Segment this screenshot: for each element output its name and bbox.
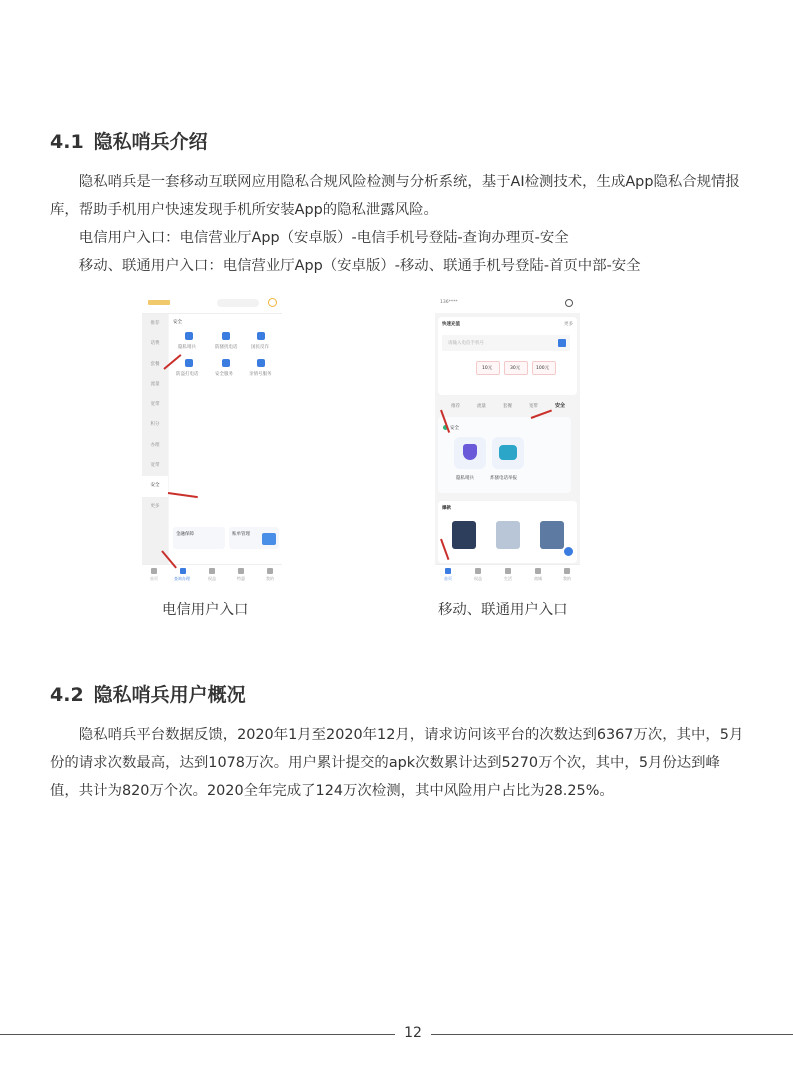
tab-icon [151,568,157,574]
tab-label: 权益 [208,576,216,581]
tab-icon [209,568,215,574]
phone-icon [222,332,230,340]
banner-left-label: 金融保障 [176,532,194,537]
headset-icon [268,298,277,307]
more-link: 更多 [564,322,573,327]
document-icon [222,359,230,367]
shield-icon [257,332,265,340]
product-image [452,521,476,549]
price-label: 30元 [510,366,521,371]
right-figure-caption: 移动、联通用户入口 [438,602,568,618]
banner-right [229,527,279,549]
tab-icon [445,568,451,574]
settings-icon [565,299,573,307]
overview-paragraph: 隐私哨兵平台数据反馈，2020年1月至2020年12月，请求访问该平台的次数达到6367万次，其中，5月份的请求次数最高，达到1078万次。用户累计提交的apk次数累计达到5270万个次，其中，5月份达到峰值，共计为820万个次。2020全年完成了124万次检测，其中风险用户占比为28.25%。 [50,727,744,799]
side-menu-item: 推荐 [150,321,160,326]
category-tabs [435,399,580,413]
shield-icon [463,444,477,460]
side-menu-item: 话费 [150,341,160,347]
telecom-entry-text: 电信用户入口：电信营业厅App（安卓版）-电信手机号登陆-查询办理页-安全 [78,230,569,246]
privacy-icon [185,332,193,340]
tab-icon [475,568,481,574]
side-menu-item: 流量 [150,381,160,387]
grid-label: 隐私哨兵 [178,345,196,350]
price-option [476,361,500,375]
tab-label: 权益 [474,576,482,581]
search-box [217,299,259,307]
tab-label: 我的 [266,576,274,581]
tab-label: 商城 [534,576,542,581]
banner-right-label: 账单管理 [232,532,250,537]
price-option [532,361,556,375]
phone-top-bar [435,293,580,313]
section-heading-4-2 [50,680,246,707]
profile-float-icon [564,547,573,556]
tab-icon [267,568,273,574]
home-icon [185,359,193,367]
tab-icon [535,568,541,574]
tab-icon [238,568,244,574]
section-title: 隐私哨兵用户概况 [93,684,246,706]
side-menu-item: 宽带 [150,463,160,469]
tab-label: 特惠 [237,576,245,581]
mobile-entry-text: 移动、联通用户入口：电信营业厅App（安卓版）-移动、联通手机号登陆-首页中部-安全 [78,258,641,274]
tab-icon [505,568,511,574]
phone-report-icon [492,437,524,469]
price-label: 10元 [482,366,493,371]
tab-label: 首页 [444,576,452,581]
input-placeholder: 请输入电信手机号 [448,341,484,346]
price-option [504,361,528,375]
tab-icon [180,568,186,574]
category-tab-selected: 安全 [555,403,566,409]
app-logo [148,300,170,305]
phone-number: 136**** [440,300,458,305]
telephone-icon [499,445,517,460]
category-tab: 流量 [477,404,486,409]
page-number: 12 [404,1025,422,1041]
side-menu [142,314,168,564]
phone-input [442,335,570,351]
bottom-tab-bar [142,564,282,583]
hot-products-card [438,501,577,563]
grid-label: 防骚扰电话 [215,345,238,350]
section-title: 隐私哨兵介绍 [93,131,208,153]
grid-label: 国民反诈 [251,345,269,350]
side-menu-item: 宽带 [150,402,160,408]
left-figure-caption: 电信用户入口 [162,602,249,618]
tab-label: 首页 [150,576,158,581]
privacy-sentinel-icon [454,437,486,469]
price-label: 100元 [536,366,550,371]
safety-label: 安全 [450,426,459,431]
section-number: 4.1 [50,131,84,153]
category-tab: 推荐 [451,404,460,409]
tab-label: 查询办理 [174,576,190,581]
product-image [496,521,520,549]
product-image [540,521,564,549]
side-menu-item: 办理 [150,442,160,448]
mobile-phone-screenshot [435,293,580,583]
grid-label: 亲情号服务 [249,372,272,377]
section-heading-4-1 [50,127,208,154]
safety-card [438,417,571,493]
tab-label: 生活 [504,576,512,581]
section-label: 安全 [173,320,182,325]
banner-left [173,527,225,549]
phone-report-label: 炸骚电话举报 [490,476,517,481]
telecom-phone-screenshot [142,293,282,583]
side-menu-item-selected: 安全 [142,476,168,496]
hot-label: 爆款 [442,506,451,511]
section-number: 4.2 [50,684,84,706]
recharge-card [438,317,577,395]
grid-label: 防盗打电话 [176,372,199,377]
side-menu-item: 积分 [150,422,160,428]
category-tab: 宽带 [529,404,538,409]
envelope-icon [262,533,276,545]
intro-paragraph: 隐私哨兵是一套移动互联网应用隐私合规风险检测与分析系统，基于AI检测技术，生成App隐私合规情报库，帮助手机用户快速发现手机所安装App的隐私泄露风险。 [50,174,740,218]
people-icon [257,359,265,367]
contacts-icon [558,339,566,347]
grid-label: 安全服务 [215,372,233,377]
phone-main-panel [169,314,282,564]
recharge-title: 快速充值 [442,322,460,327]
footer-rule-right [431,1034,793,1035]
side-menu-item: 更多 [150,503,160,509]
footer-rule-left [0,1034,395,1035]
category-tab: 套餐 [503,404,512,409]
side-menu-item: 套餐 [150,361,160,367]
tab-icon [564,568,570,574]
bottom-tab-bar [435,564,580,583]
tab-label: 我的 [563,576,571,581]
phone-top-bar [142,293,282,314]
privacy-sentinel-label: 隐私哨兵 [456,476,474,481]
